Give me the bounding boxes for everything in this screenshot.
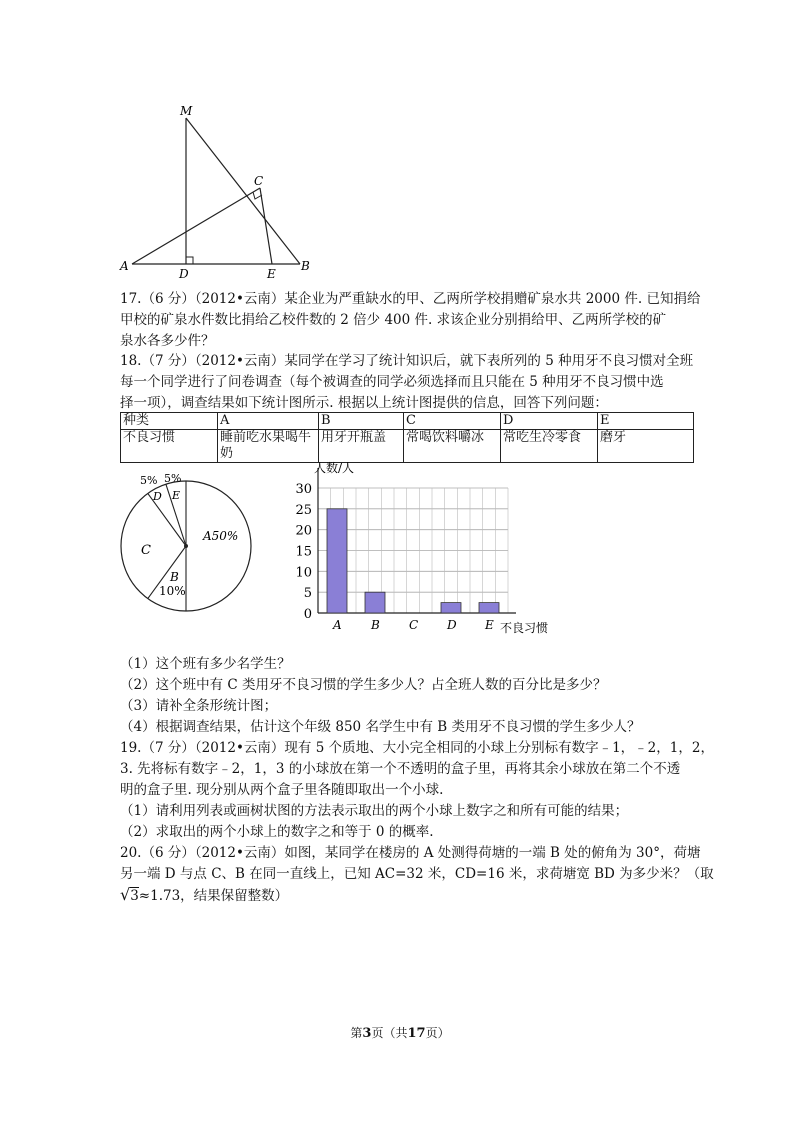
segment-AC — [132, 188, 260, 264]
q19-line-2: 3. 先将标有数字﹣2，1，3 的小球放在第一个不透明的盒子里，再将其余小球放在第二个不透 — [120, 761, 681, 777]
table-cell: B — [319, 413, 404, 430]
bar-D — [441, 603, 461, 613]
bar-B — [365, 592, 385, 613]
bar-chart — [278, 458, 578, 638]
pie-label-C: C — [141, 543, 151, 558]
footer-suffix: 页） — [425, 1026, 450, 1040]
table-cell: 种类 — [121, 413, 218, 430]
table-cell: E — [598, 413, 694, 430]
q20-line-3 — [120, 885, 288, 906]
q18-sub-3: （3）请补全条形统计图； — [120, 698, 278, 714]
label-D: D — [179, 267, 189, 280]
pie-label-E-pct: 5% — [164, 472, 182, 485]
table-header-row — [121, 413, 694, 430]
bar-ytick-label: 15 — [295, 544, 312, 560]
table-cell: D — [501, 413, 598, 430]
footer-middle: 页（共 — [371, 1026, 408, 1040]
q19-line-5: （2）求取出的两个小球上的数字之和等于 0 的概率. — [120, 824, 434, 840]
pie-label-B: B — [170, 570, 179, 584]
q20-line-1: 20.（6 分）（2012•云南）如图，某同学在楼房的 A 处测得荷塘的一端 B 处的俯角为 30°，荷塘 — [120, 845, 701, 861]
table-cell: 常吃生冷零食 — [501, 430, 598, 463]
label-E: E — [267, 267, 276, 280]
q19-line-3: 明的盒子里. 现分别从两个盒子里各随即取出一个小球. — [120, 782, 444, 798]
pie-label-D-pct: 5% — [140, 474, 158, 487]
bar-ytick-label: 5 — [303, 586, 312, 602]
right-angle-mark-D — [186, 257, 193, 264]
q17-line-3: 泉水各多少件？ — [120, 333, 215, 349]
table-cell: A — [218, 413, 319, 430]
q19-line-4: （1）请利用列表或画树状图的方法表示取出的两个小球上数字之和所有可能的结果； — [120, 803, 629, 819]
table-cell: C — [404, 413, 501, 430]
habits-table — [120, 412, 694, 463]
bar-ytick-label: 0 — [303, 607, 312, 622]
bar-xtick-label: E — [485, 618, 494, 632]
q20-approx-tail: ≈1.73，结果保留整数） — [138, 888, 289, 904]
q20-line-2: 另一端 D 与点 C、B 在同一直线上，已知 AC=32 米，CD=16 米，求荷塘宽 BD 为多少米？（取 — [120, 866, 714, 882]
bar-xtick-label: A — [333, 618, 342, 632]
footer-prefix: 第 — [350, 1026, 363, 1040]
pie-label-A: A50% — [203, 529, 239, 543]
q18-line-2: 每一个同学进行了问卷调查（每个被调查的同学必须选择而且只能在 5 种用牙不良习惯中选 — [120, 374, 664, 390]
q19-line-1: 19.（7 分）（2012•云南）现有 5 个质地、大小完全相同的小球上分别标有数字﹣1，﹣2，1，2， — [120, 740, 714, 756]
table-cell: 常喝饮料嚼冰 — [404, 430, 501, 463]
bar-E — [479, 603, 499, 613]
q18-sub-1: （1）这个班有多少名学生？ — [120, 656, 291, 672]
geometry-figure — [110, 100, 320, 280]
bar-xtick-label: B — [371, 618, 380, 632]
pie-center — [184, 544, 188, 548]
pie-label-E: E — [172, 489, 181, 502]
segment-MB — [186, 118, 300, 264]
pie-chart — [115, 466, 265, 616]
bar-ytick-label: 25 — [295, 502, 312, 518]
table-cell: 睡前吃水果喝牛奶 — [218, 430, 319, 463]
q17-line-2: 甲校的矿泉水件数比捐给乙校件数的 2 倍少 400 件. 求该企业分别捐给甲、乙两所学校的矿 — [120, 312, 667, 328]
bar-ylabel: 人数/人 — [314, 461, 355, 475]
sqrt-symbol: √ — [120, 885, 131, 904]
footer-total-pages: 17 — [407, 1026, 426, 1041]
pie-label-B-pct: 10% — [159, 584, 186, 598]
page-footer — [0, 1024, 800, 1041]
label-M: M — [180, 104, 193, 118]
q18-sub-4: （4）根据调查结果，估计这个年级 850 名学生中有 B 类用牙不良习惯的学生多少人？ — [120, 719, 641, 735]
bar-ytick-label: 30 — [295, 482, 312, 497]
bar-ytick-label: 10 — [295, 565, 312, 581]
bar-ytick-label: 20 — [295, 523, 312, 539]
bar-xtick-label: D — [447, 618, 457, 632]
table-cell: 用牙开瓶盖 — [319, 430, 404, 463]
pie-label-D: D — [153, 490, 162, 503]
q18-line-1: 18.（7 分）（2012•云南）某同学在学习了统计知识后，就下表所列的 5 种用牙不良习惯对全班 — [120, 353, 694, 369]
sqrt-radicand: 3 — [130, 888, 139, 904]
label-B: B — [301, 259, 310, 273]
footer-page-number: 3 — [362, 1026, 372, 1041]
label-A: A — [120, 259, 129, 273]
table-cell: 不良习惯 — [121, 430, 218, 463]
q18-sub-2: （2）这个班中有 C 类用牙不良习惯的学生多少人？占全班人数的百分比是多少？ — [120, 677, 607, 693]
label-C: C — [254, 174, 264, 188]
q17-line-1: 17.（6 分）（2012•云南）某企业为严重缺水的甲、乙两所学校捐赠矿泉水共 2000 件. 已知捐给 — [120, 291, 701, 307]
table-cell: 磨牙 — [598, 430, 694, 463]
bar-xtick-label: C — [409, 618, 419, 632]
bar-A — [327, 509, 347, 613]
bar-xlabel: 不良习惯 — [500, 621, 549, 635]
q18-line-3: 择一项），调查结果如下统计图所示. 根据以上统计图提供的信息，回答下列问题： — [120, 395, 608, 411]
